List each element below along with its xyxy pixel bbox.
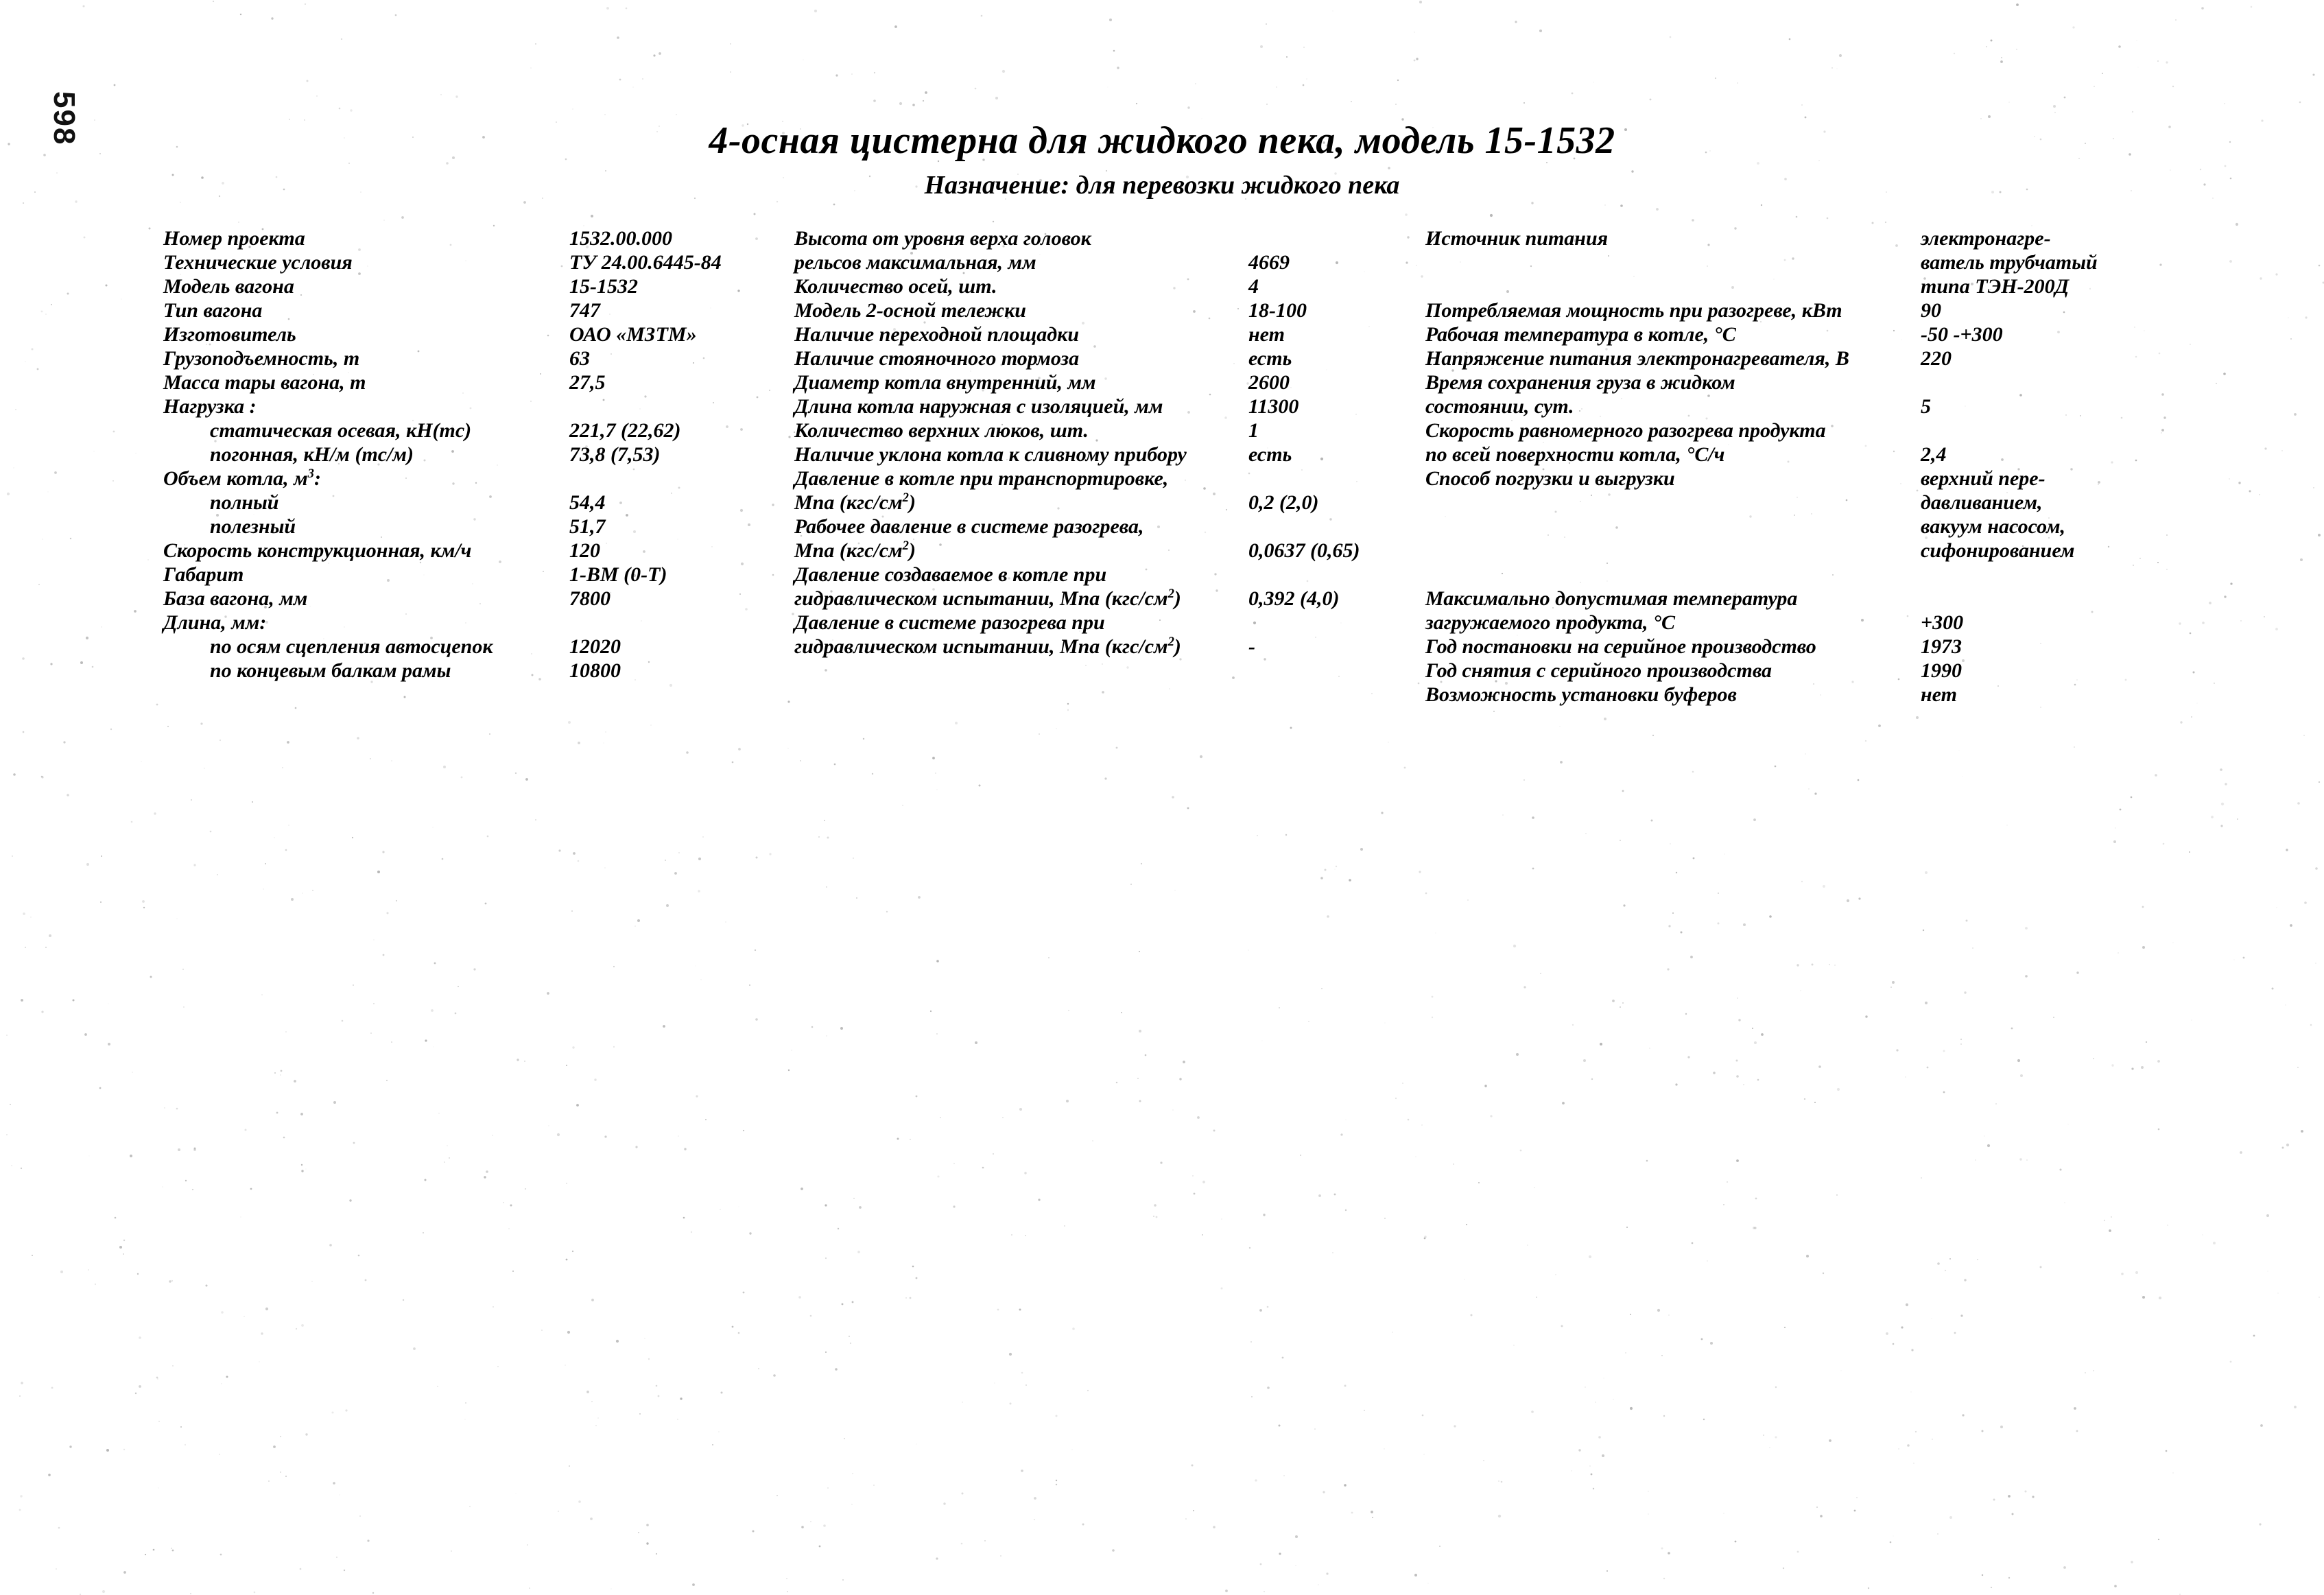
- spec-row: [794, 442, 1453, 466]
- spec-value: 2600: [1248, 371, 1290, 394]
- spec-label: Грузоподъемность, т: [163, 347, 360, 370]
- spec-value: давливанием,: [1921, 491, 2043, 514]
- spec-row: [163, 635, 781, 659]
- spec-row: [1425, 370, 2201, 394]
- spec-label: Тип вагона: [163, 299, 263, 322]
- spec-label: Количество осей, шт.: [794, 275, 997, 298]
- spec-label: Номер проекта: [163, 227, 305, 250]
- spec-label: Масса тары вагона, т: [163, 371, 366, 394]
- spec-value: 1990: [1921, 659, 1962, 682]
- spec-row: [794, 370, 1453, 394]
- spec-row: [794, 539, 1453, 563]
- spec-value: 2,4: [1921, 443, 1947, 466]
- superscript: 2: [902, 491, 909, 505]
- spec-row: [794, 322, 1453, 346]
- spec-row: [1425, 635, 2201, 659]
- spec-row: [794, 587, 1453, 611]
- spec-label: по концевым балкам рамы: [210, 659, 451, 682]
- spec-value: есть: [1248, 443, 1292, 466]
- spec-row: [163, 418, 781, 442]
- superscript: 2: [1167, 635, 1174, 649]
- spec-row: [163, 394, 781, 418]
- superscript: 2: [1167, 587, 1174, 601]
- spec-label: по осям сцепления автосцепок: [210, 635, 493, 658]
- spec-value: нет: [1248, 323, 1285, 346]
- spec-row: [1425, 226, 2201, 250]
- spec-row: [794, 346, 1453, 370]
- spec-row: [794, 491, 1453, 515]
- spec-value: 51,7: [569, 515, 606, 538]
- spec-value: 221,7 (22,62): [569, 419, 681, 442]
- spec-value: 0,2 (2,0): [1248, 491, 1319, 514]
- spec-value: ватель трубчатый: [1921, 251, 2098, 274]
- superscript: 3: [307, 466, 314, 481]
- spec-value: 90: [1921, 299, 1941, 322]
- superscript: 2: [902, 539, 909, 553]
- spec-label: Диаметр котла внутренний, мм: [794, 371, 1096, 394]
- spec-label: Возможность установки буферов: [1425, 683, 1737, 706]
- spec-row: [1425, 563, 2201, 587]
- spec-value: электронагре-: [1921, 227, 2051, 250]
- spec-row: [1425, 466, 2201, 491]
- spec-label: загружаемого продукта, °С: [1425, 611, 1676, 634]
- spec-value: 1: [1248, 419, 1259, 442]
- spec-label: рельсов максимальная, мм: [794, 251, 1036, 274]
- spec-row: [163, 274, 781, 298]
- spec-label: Наличие уклона котла к сливному прибору: [794, 443, 1187, 466]
- spec-label: Технические условия: [163, 251, 353, 274]
- spec-value: 0,0637 (0,65): [1248, 539, 1360, 562]
- spec-value: типа ТЭН-200Д: [1921, 275, 2070, 298]
- spec-label: Напряжение питания электронагревателя, В: [1425, 347, 1849, 370]
- spec-label: Мпа $(кгс/см^2)$: [794, 539, 916, 562]
- spec-row: [163, 587, 781, 611]
- spec-value: 11300: [1248, 395, 1299, 418]
- spec-row: [163, 370, 781, 394]
- spec-value: 120: [569, 539, 600, 562]
- spec-label: статическая осевая, кН(тс): [210, 419, 472, 442]
- spec-value: 1-ВМ (0-Т): [569, 563, 667, 586]
- spec-row: [794, 226, 1453, 250]
- spec-value: 54,4: [569, 491, 606, 514]
- spec-value: 1532.00.000: [569, 227, 672, 250]
- spec-row: [163, 539, 781, 563]
- spec-row: [1425, 418, 2201, 442]
- spec-value: 15-1532: [569, 275, 638, 298]
- spec-row: [794, 563, 1453, 587]
- spec-row: [1425, 611, 2201, 635]
- page-subtitle: Назначение: для перевозки жидкого пека: [924, 171, 1400, 200]
- spec-row: [1425, 346, 2201, 370]
- spec-row: [163, 466, 781, 491]
- spec-label: гидравлическом испытании, Мпа $(кгс/см^2)$: [794, 635, 1181, 658]
- spec-label: Модель 2-осной тележки: [794, 299, 1026, 322]
- spec-row: [1425, 683, 2201, 707]
- spec-value: вакуум насосом,: [1921, 515, 2066, 538]
- spec-row: [794, 515, 1453, 539]
- spec-label: Изготовитель: [163, 323, 296, 346]
- spec-label: Мпа $(кгс/см^2)$: [794, 491, 916, 514]
- spec-value: 220: [1921, 347, 1952, 370]
- spec-value: 7800: [569, 587, 610, 610]
- spec-row: [163, 250, 781, 274]
- spec-value: 0,392 (4,0): [1248, 587, 1340, 610]
- spec-value: 5: [1921, 395, 1931, 418]
- spec-value: -50 -+300: [1921, 323, 2003, 346]
- spec-row: [794, 611, 1453, 635]
- spec-row: [794, 466, 1453, 491]
- spec-value: ТУ 24.00.6445-84: [569, 251, 722, 274]
- spec-label: Габарит: [163, 563, 244, 586]
- spec-row: [1425, 539, 2201, 563]
- spec-label: Источник питания: [1425, 227, 1609, 250]
- spec-label: гидравлическом испытании, Мпа $(кгс/см^2)$: [794, 587, 1181, 610]
- spec-label: Модель вагона: [163, 275, 294, 298]
- spec-label: Год постановки на серийное производство: [1425, 635, 1816, 658]
- spec-value: нет: [1921, 683, 1957, 706]
- spec-value: 747: [569, 299, 600, 322]
- spec-label: Количество верхних люков, шт.: [794, 419, 1089, 442]
- page-title: 4-осная цистерна для жидкого пека, модель 15-1532: [709, 119, 1615, 162]
- spec-row: [1425, 298, 2201, 322]
- page-folio: 598: [47, 91, 81, 146]
- spec-value: -: [1248, 635, 1255, 658]
- spec-label: База вагона, мм: [163, 587, 308, 610]
- spec-value: 4: [1248, 275, 1259, 298]
- spec-row: [163, 659, 781, 683]
- spec-label: Скорость конструкционная, км/ч: [163, 539, 472, 562]
- spec-row: [163, 226, 781, 250]
- spec-row: [794, 250, 1453, 274]
- spec-row: [163, 491, 781, 515]
- spec-label: Нагрузка :: [163, 395, 257, 418]
- spec-row: [1425, 442, 2201, 466]
- spec-label: полный: [210, 491, 279, 514]
- spec-row: [163, 563, 781, 587]
- spec-row: [163, 322, 781, 346]
- spec-row: [794, 418, 1453, 442]
- spec-label: Давление создаваемое в котле при: [794, 563, 1107, 586]
- spec-label: погонная, кН/м (тс/м): [210, 443, 414, 466]
- spec-label: полезный: [210, 515, 296, 538]
- spec-label: Рабочая температура в котле, °С: [1425, 323, 1736, 346]
- spec-value: сифонированием: [1921, 539, 2075, 562]
- spec-row: [163, 298, 781, 322]
- spec-row: [1425, 274, 2201, 298]
- spec-value: есть: [1248, 347, 1292, 370]
- spec-row: [1425, 394, 2201, 418]
- spec-row: [163, 611, 781, 635]
- spec-value: 18-100: [1248, 299, 1307, 322]
- spec-label: Длина, мм:: [163, 611, 267, 634]
- spec-row: [163, 515, 781, 539]
- spec-value: 4669: [1248, 251, 1290, 274]
- spec-label: Давление в системе разогрева при: [794, 611, 1105, 634]
- spec-row: [794, 298, 1453, 322]
- spec-value: 63: [569, 347, 590, 370]
- spec-label: Время сохранения груза в жидком: [1425, 371, 1735, 394]
- spec-value: 10800: [569, 659, 621, 682]
- spec-row: [163, 442, 781, 466]
- spec-row: [1425, 250, 2201, 274]
- spec-label: Скорость равномерного разогрева продукта: [1425, 419, 1826, 442]
- spec-value: 12020: [569, 635, 621, 658]
- spec-label: Наличие стояночного тормоза: [794, 347, 1080, 370]
- spec-label: Объем котла, $м^3$:: [163, 466, 321, 490]
- spec-label: Рабочее давление в системе разогрева,: [794, 515, 1144, 538]
- spec-value: 73,8 (7,53): [569, 443, 661, 466]
- spec-label: Высота от уровня верха головок: [794, 227, 1091, 250]
- spec-label: Максимально допустимая температура: [1425, 587, 1798, 610]
- spec-value: 1973: [1921, 635, 1962, 658]
- spec-row: [1425, 515, 2201, 539]
- spec-value: ОАО «МЗТМ»: [569, 323, 697, 346]
- spec-row: [794, 394, 1453, 418]
- spec-value: +300: [1921, 611, 1964, 634]
- spec-label: по всей поверхности котла, °С/ч: [1425, 443, 1725, 466]
- spec-row: [163, 346, 781, 370]
- spec-column-3: [1425, 226, 2201, 707]
- spec-row: [1425, 322, 2201, 346]
- spec-label: Год снятия с серийного производства: [1425, 659, 1772, 682]
- spec-label: Длина котла наружная с изоляцией, мм: [794, 395, 1163, 418]
- spec-label: Давление в котле при транспортировке,: [794, 467, 1169, 490]
- spec-label: Наличие переходной площадки: [794, 323, 1080, 346]
- spec-value: верхний пере-: [1921, 467, 2046, 490]
- spec-row: [794, 274, 1453, 298]
- spec-column-2: [794, 226, 1453, 659]
- spec-value: 27,5: [569, 371, 606, 394]
- spec-label: Потребляемая мощность при разогреве, кВт: [1425, 299, 1842, 322]
- spec-row: [1425, 491, 2201, 515]
- spec-label: состоянии, сут.: [1425, 395, 1574, 418]
- spec-label: Способ погрузки и выгрузки: [1425, 467, 1675, 490]
- spec-row: [1425, 587, 2201, 611]
- spec-row: [794, 635, 1453, 659]
- spec-column-1: [163, 226, 781, 683]
- spec-row: [1425, 659, 2201, 683]
